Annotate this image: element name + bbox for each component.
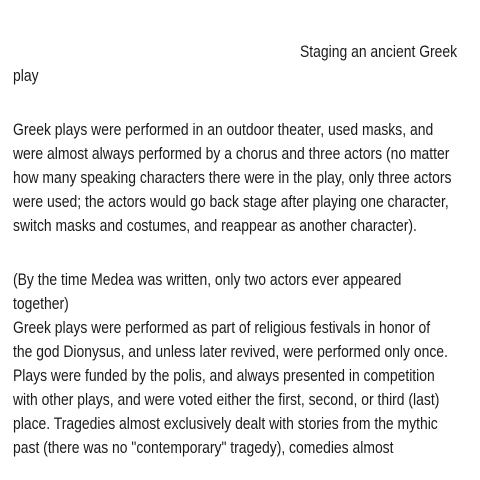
paragraph-1-line: were almost always performed by a chorus and three actors (no matter [13, 145, 450, 163]
paragraph-1-line: Greek plays were performed in an outdoor theater, used masks, and [13, 121, 434, 139]
paragraph-1-line: switch masks and costumes, and reappear as another character). [13, 217, 417, 235]
paragraph-2-line: with other plays, and were voted either the first, second, or third (last) [13, 391, 440, 409]
paragraph-2-line: the god Dionysus, and unless later revived, were performed only once. [13, 343, 448, 361]
document-title-line-1: Staging an ancient Greek [300, 43, 458, 61]
paragraph-1-line: were used; the actors would go back stage after playing one character, [13, 193, 449, 211]
paragraph-2-line: (By the time Medea was written, only two actors ever appeared [13, 271, 402, 289]
paragraph-2-line: Greek plays were performed as part of religious festivals in honor of [13, 319, 431, 337]
paragraph-2-line: Plays were funded by the polis, and always presented in competition [13, 367, 435, 385]
paragraph-2-line: place. Tragedies almost exclusively dealt with stories from the mythic [13, 415, 438, 433]
paragraph-2-line: past (there was no "contemporary" tragedy), comedies almost [13, 439, 394, 457]
paragraph-2-line: together) [13, 295, 69, 313]
paragraph-1-line: how many speaking characters there were in the play, only three actors [13, 169, 452, 187]
document-title-line-2: play [13, 67, 39, 85]
